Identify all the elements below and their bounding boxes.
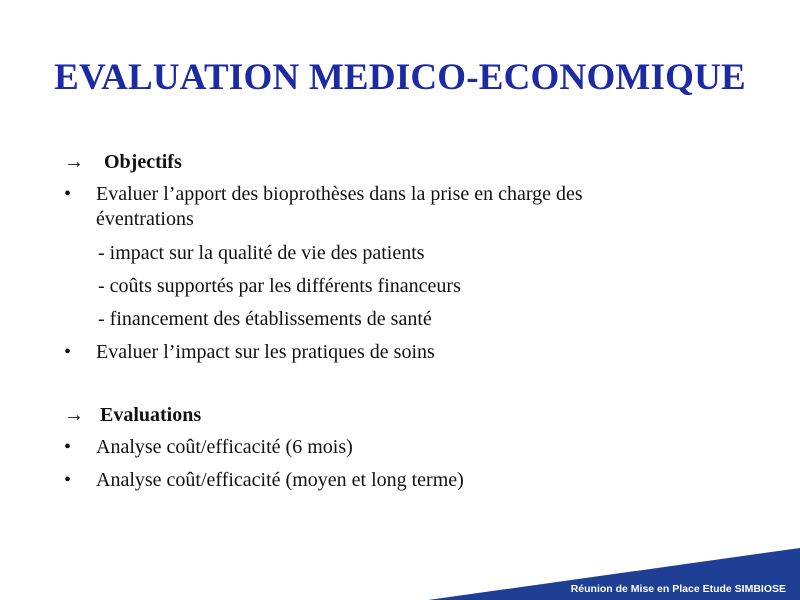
slide-title: EVALUATION MEDICO-ECONOMIQUE: [54, 57, 746, 98]
bullet-line-1: Evaluer l’apport des bioprothèses dans la prise en charge des: [96, 183, 583, 205]
bullet-line-1-continued: éventrations: [96, 208, 194, 230]
footer-text: Réunion de Mise en Place Etude SIMBIOSE: [570, 583, 786, 595]
bullet-analysis-6-months: Analyse coût/efficacité (6 mois): [96, 436, 353, 458]
bullet-icon: •: [64, 341, 72, 363]
bullet-care-practices: Evaluer l’impact sur les pratiques de soins: [96, 341, 435, 363]
arrow-right-icon: →: [64, 151, 84, 173]
objectifs-heading-text: Objectifs: [104, 151, 182, 173]
bullet-icon: •: [64, 183, 72, 205]
sub-item-costs: - coûts supportés par les différents financeurs: [98, 275, 461, 297]
sub-item-quality-of-life: - impact sur la qualité de vie des patients: [98, 242, 425, 264]
sub-item-financing: - financement des établissements de santé: [98, 308, 432, 330]
arrow-right-icon: →: [64, 404, 84, 426]
bullet-icon: •: [64, 436, 72, 458]
bullet-icon: •: [64, 469, 72, 491]
evaluations-heading-text: Evaluations: [100, 404, 202, 426]
bullet-analysis-long-term: Analyse coût/efficacité (moyen et long terme): [96, 469, 464, 491]
